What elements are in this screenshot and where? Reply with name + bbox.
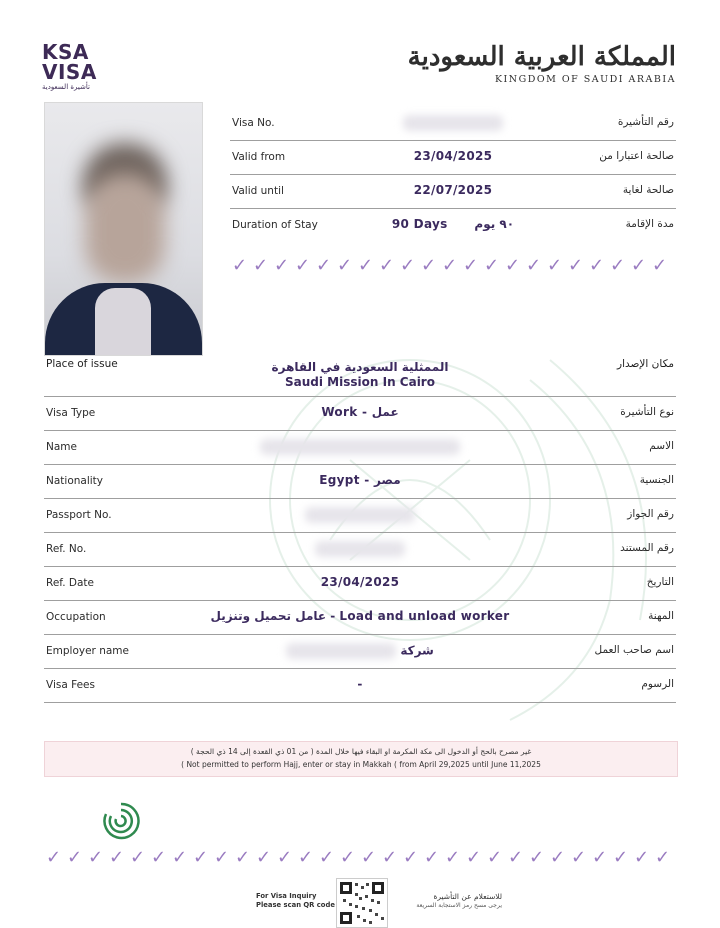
passport-label-ar: رقم الجواز <box>627 508 674 520</box>
place-of-issue-label: Place of issue <box>46 358 118 370</box>
place-of-issue-value-ar: الممثلية السعودية في القاهرة <box>271 360 449 374</box>
valid-from-value: 23/04/2025 <box>413 149 493 163</box>
valid-until-label: Valid until <box>232 185 284 197</box>
valid-from-label-ar: صالحة اعتبارا من <box>599 150 674 162</box>
visa-inquiry-block <box>252 878 502 928</box>
duration-value: 90 Days ٩٠ يوم <box>391 217 515 231</box>
hajj-notice-en: ( Not permitted to perform Hajj, enter or stay in Makkah ( from April 29,2025 until June 11,2025 <box>181 760 541 769</box>
qr-code-icon[interactable] <box>336 878 388 928</box>
passport-label: Passport No. <box>46 509 112 521</box>
inquiry-en-line1: For Visa Inquiry <box>256 892 317 900</box>
logo-line-1: KSA <box>42 40 89 64</box>
visa-fees-label-ar: الرسوم <box>641 678 674 690</box>
checkmark-strip-bottom: ✓ ✓ ✓ ✓ ✓ ✓ ✓ ✓ ✓ ✓ ✓ ✓ ✓ ✓ ✓ ✓ ✓ ✓ ✓ ✓ ✓ ✓ ✓ ✓ ✓ ✓ ✓ ✓ ✓ ✓ <box>46 848 671 868</box>
ksa-visa-logo <box>42 42 122 91</box>
logo-subtitle: تأشيرة السعودية <box>42 83 90 91</box>
logo-line-2: VISA <box>42 60 97 84</box>
valid-until-row <box>230 174 676 209</box>
valid-until-label-ar: صالحة لغاية <box>622 184 674 196</box>
inquiry-ar-line2: يرجى مسح رمز الاستجابة السريعة <box>416 902 502 909</box>
place-of-issue-value-en: Saudi Mission In Cairo <box>285 375 435 389</box>
passport-value <box>44 507 676 523</box>
visa-fees-label: Visa Fees <box>46 679 95 691</box>
nationality-label-ar: الجنسية <box>639 474 674 486</box>
inquiry-en-line2: Please scan QR code <box>256 901 335 909</box>
place-of-issue-row <box>44 356 676 397</box>
hajj-notice <box>44 741 678 777</box>
ref-date-value: 23/04/2025 <box>320 575 400 589</box>
photo-face-blurred <box>85 173 165 283</box>
nationality-label: Nationality <box>46 475 104 487</box>
name-row <box>44 430 676 465</box>
visa-fees-value: - <box>357 677 363 691</box>
seal-icon <box>100 800 142 842</box>
kingdom-header <box>408 40 676 85</box>
name-label: Name <box>46 441 77 453</box>
inquiry-en <box>256 892 335 910</box>
valid-from-label: Valid from <box>232 151 286 163</box>
photo-shirt <box>95 288 151 356</box>
valid-until-value: 22/07/2025 <box>413 183 493 197</box>
kingdom-arabic-title: المملكة العربية السعودية <box>407 42 676 72</box>
occupation-value: عامل تحميل وتنزيل - Load and unload worker <box>210 609 510 623</box>
employer-label-ar: اسم صاحب العمل <box>594 644 674 656</box>
visa-number-label-ar: رقم التأشيرة <box>617 116 674 128</box>
employer-row <box>44 634 676 669</box>
employer-value <box>44 643 676 659</box>
employer-value-text: شركة <box>400 643 434 658</box>
visa-number-label: Visa No. <box>232 117 275 129</box>
duration-label: Duration of Stay <box>232 219 318 231</box>
ref-date-label: Ref. Date <box>46 577 94 589</box>
visa-type-label: Visa Type <box>46 407 96 419</box>
visa-type-label-ar: نوع التأشيرة <box>620 406 674 418</box>
checkmark-strip-top: ✓ ✓ ✓ ✓ ✓ ✓ ✓ ✓ ✓ ✓ ✓ ✓ ✓ ✓ ✓ ✓ ✓ ✓ ✓ ✓ ✓ <box>232 256 668 276</box>
visa-type-value: Work - عمل <box>321 405 399 419</box>
ref-no-label-ar: رقم المستند <box>620 542 674 554</box>
holder-photo <box>44 102 203 356</box>
kingdom-english-title: KINGDOM OF SAUDI ARABIA <box>494 74 676 85</box>
visa-number-value <box>230 115 676 131</box>
visa-type-row <box>44 396 676 431</box>
visa-number-row <box>230 106 676 141</box>
valid-from-row <box>230 140 676 175</box>
inquiry-ar-line1: للاستعلام عن التأشيرة <box>433 892 502 901</box>
ref-no-value <box>44 541 676 557</box>
passport-row <box>44 498 676 533</box>
occupation-label: Occupation <box>46 611 106 623</box>
inquiry-ar <box>416 892 502 910</box>
name-value <box>44 439 676 455</box>
name-label-ar: الاسم <box>649 440 674 452</box>
ref-no-row <box>44 532 676 567</box>
nationality-value: Egypt - مصر <box>319 473 401 487</box>
visa-fees-row <box>44 668 676 703</box>
ref-no-label: Ref. No. <box>46 543 87 555</box>
place-of-issue-label-ar: مكان الإصدار <box>617 358 674 370</box>
employer-label: Employer name <box>46 645 129 657</box>
occupation-label-ar: المهنة <box>648 610 674 622</box>
nationality-row <box>44 464 676 499</box>
hajj-notice-ar: غير مصرح بالحج أو الدخول الى مكة المكرمة او البقاء فيها خلال المدة ( من 01 ذي القعدة إلى 14 ذي الحجة ) <box>190 747 532 756</box>
ref-date-row <box>44 566 676 601</box>
duration-row <box>230 208 676 242</box>
ref-date-label-ar: التاريخ <box>646 576 674 588</box>
occupation-row <box>44 600 676 635</box>
duration-label-ar: مدة الإقامة <box>625 218 674 230</box>
